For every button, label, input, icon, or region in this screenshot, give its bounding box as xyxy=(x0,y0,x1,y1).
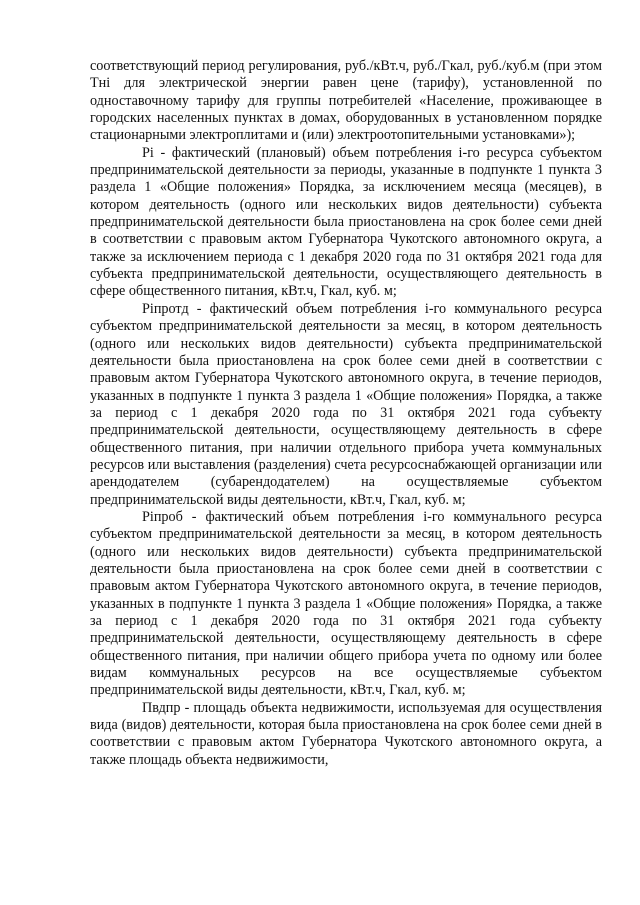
paragraph-pi-definition: Pi - фактический (плановый) объем потребления i-го ресурса субъектом предпринимательской деятельности за периоды, указанные в подпункте 1 пункта 3 раздела 1 «Общие положения» Порядка, за исключением месяца (месяцев), в котором деятельность (одного или нескольких видов деятельности) субъекта предпринимательской деятельности была приостановлена на срок более семи дней в соответствии с правовым актом Губернатора Чукотского автономного округа, а также за исключением периода с 1 декабря 2020 года по 31 октября 2021 года для субъекта предпринимательской деятельности, осуществляющего деятельность в сфере общественного питания, кВт.ч, Гкал, куб. м; xyxy=(90,144,602,300)
paragraph-continuation: соответствующий период регулирования, руб./кВт.ч, руб./Гкал, руб./куб.м (при этом Тнi для электрической энергии равен цене (тарифу), установленной по одноставочному тарифу для группы потребителей «Население, проживающее в городских населенных пунктах в домах, оборудованных в установленном порядке стационарными электроплитами и (или) электроотопительными установками»); xyxy=(90,58,602,144)
paragraph-pvdpr-definition: Пвдпр - площадь объекта недвижимости, используемая для осуществления вида (видов) деятельности, которая была приостановлена на срок более семи дней в соответствии с правовым актом Губернатора Чукотского автономного округа, а также площадь объекта недвижимости, xyxy=(90,699,602,768)
paragraph-piprotd-definition: Piпротд - фактический объем потребления i-го коммунального ресурса субъектом предпринимательской деятельности за месяц, в котором деятельность (одного или нескольких видов деятельности) субъекта предпринимательской деятельности была приостановлена на срок более семи дней в соответствии с правовым актом Губернатора Чукотского автономного округа, в течение периодов, указанных в подпункте 1 пункта 3 раздела 1 «Общие положения» Порядка, а также за период с 1 декабря 2020 года по 31 октября 2021 года субъекту предпринимательской деятельности, осуществляющему деятельность в сфере общественного питания, при наличии отдельного прибора учета коммунальных ресурсов или выставления (разделения) счета ресурсоснабжающей организации или арендодателем (субарендодателем) на осуществляемые субъектом предпринимательской виды деятельности, кВт.ч, Гкал, куб. м; xyxy=(90,300,602,508)
paragraph-piprob-definition: Piпроб - фактический объем потребления i-го коммунального ресурса субъектом предпринимательской деятельности за месяц, в котором деятельность (одного или нескольких видов деятельности) субъекта предпринимательской деятельности была приостановлена на срок более семи дней в соответствии с правовым актом Губернатора Чукотского автономного округа, в течение периодов, указанных в подпункте 1 пункта 3 раздела 1 «Общие положения» Порядка, а также за период с 1 декабря 2020 года по 31 октября 2021 года субъекту предпринимательской деятельности, осуществляющему деятельность в сфере общественного питания, при наличии общего прибора учета по одному или более видам коммунальных ресурсов на все осуществляемые субъектом предпринимательской виды деятельности, кВт.ч, Гкал, куб. м; xyxy=(90,508,602,699)
document-page xyxy=(90,58,602,769)
